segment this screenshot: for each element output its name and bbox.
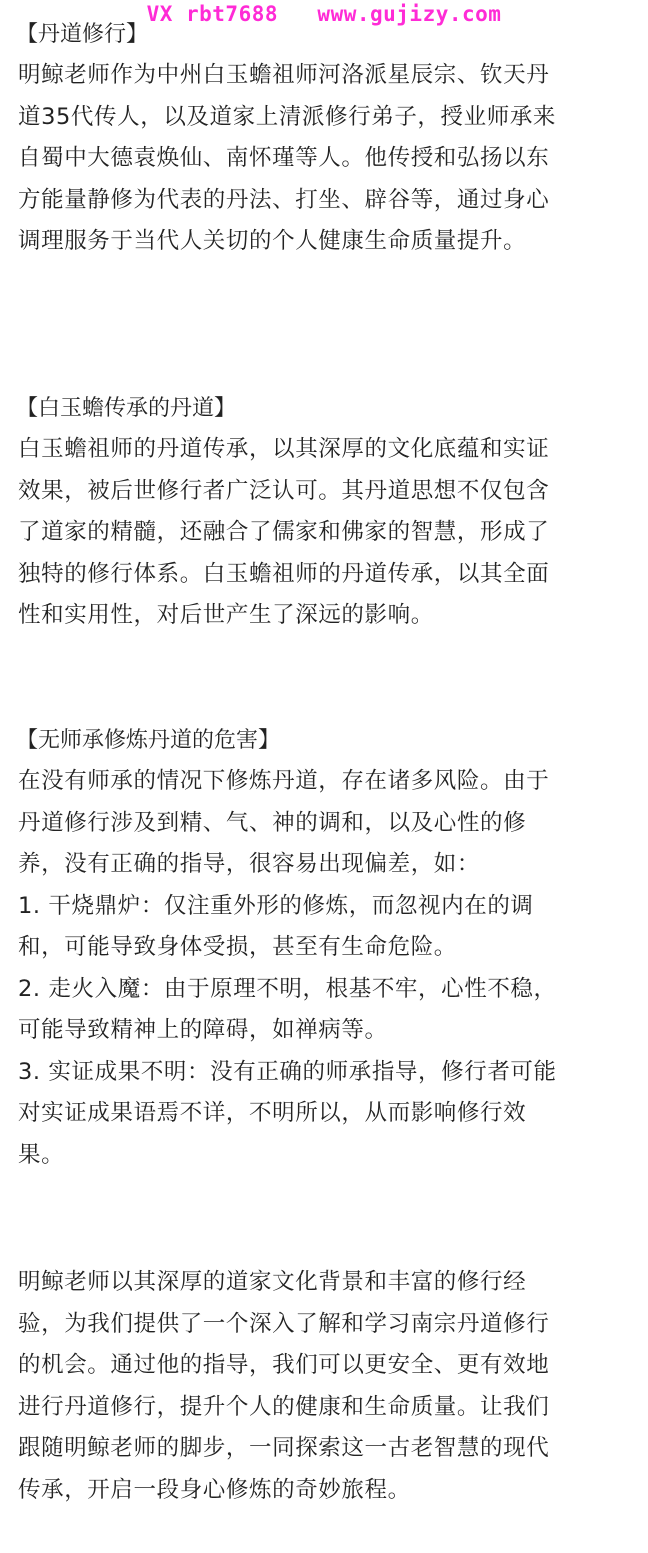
list-item-line: 1. 干烧鼎炉：仅注重外形的修炼，而忽视内在的调 [18,892,534,919]
paragraph-line: 性和实用性，对后世产生了深远的影响。 [18,602,434,628]
list-item-line: 2. 走火入魔：由于原理不明，根基不牢，心性不稳， [18,975,557,1002]
paragraph-line: 丹道修行涉及到精、气、神的调和，以及心性的修 [18,809,527,836]
list-item-line: 对实证成果语焉不详，不明所以，从而影响修行效 [18,1100,527,1126]
section-baiyuchan-lineage [18,388,630,637]
paragraph-line: 明鲸老师以其深厚的道家文化背景和丰富的修行经 [18,1269,527,1295]
section-heading: 【丹道修行】 [16,22,149,47]
watermark-text: VX rbt7688 www.gujizy.com [146,2,502,26]
paragraph-line: 明鲸老师作为中州白玉蟾祖师河洛派星辰宗、钦天丹 [18,62,550,88]
paragraph-line: 进行丹道修行，提升个人的健康和生命质量。让我们 [18,1393,550,1420]
paragraph-line: 的机会。通过他的指导，我们可以更安全、更有效地 [18,1352,550,1378]
list-item-line: 3. 实证成果不明：没有正确的师承指导，修行者可能 [18,1058,557,1085]
paragraph-line: 验，为我们提供了一个深入了解和学习南宗丹道修行 [18,1310,550,1337]
paragraph-line: 效果，被后世修行者广泛认可。其丹道思想不仅包含 [18,477,550,504]
section-heading: 【无师承修炼丹道的危害】 [16,728,281,753]
list-item-line: 果。 [18,1141,65,1168]
paragraph-line: 传承，开启一段身心修炼的奇妙旅程。 [18,1476,411,1503]
list-item-line: 可能导致精神上的障碍，如禅病等。 [18,1017,388,1043]
paragraph-line: 调理服务于当代人关切的个人健康生命质量提升。 [18,228,527,254]
list-item-line: 和，可能导致身体受损，甚至有生命危险。 [18,934,457,960]
section-dandao-practice [18,14,630,263]
paragraph-line: 道35代传人，以及道家上清派修行弟子，授业师承来 [18,103,557,130]
paragraph-line: 自蜀中大德袁焕仙、南怀瑾等人。他传授和弘扬以东 [18,145,550,171]
section-heading: 【白玉蟾传承的丹道】 [16,396,237,421]
paragraph-line: 养，没有正确的指导，很容易出现偏差，如： [18,851,481,877]
section-risks-without-master [18,720,630,1176]
paragraph-line: 在没有师承的情况下修炼丹道，存在诸多风险。由于 [18,768,550,794]
section-conclusion [18,1262,630,1511]
paragraph-line: 白玉蟾祖师的丹道传承，以其深厚的文化底蕴和实证 [18,436,550,462]
paragraph-line: 跟随明鲸老师的脚步，一同探索这一古老智慧的现代 [18,1435,550,1461]
paragraph-line: 独特的修行体系。白玉蟾祖师的丹道传承，以其全面 [18,560,550,587]
paragraph-line: 方能量静修为代表的丹法、打坐、辟谷等，通过身心 [18,186,550,213]
paragraph-line: 了道家的精髓，还融合了儒家和佛家的智慧，形成了 [18,519,550,545]
